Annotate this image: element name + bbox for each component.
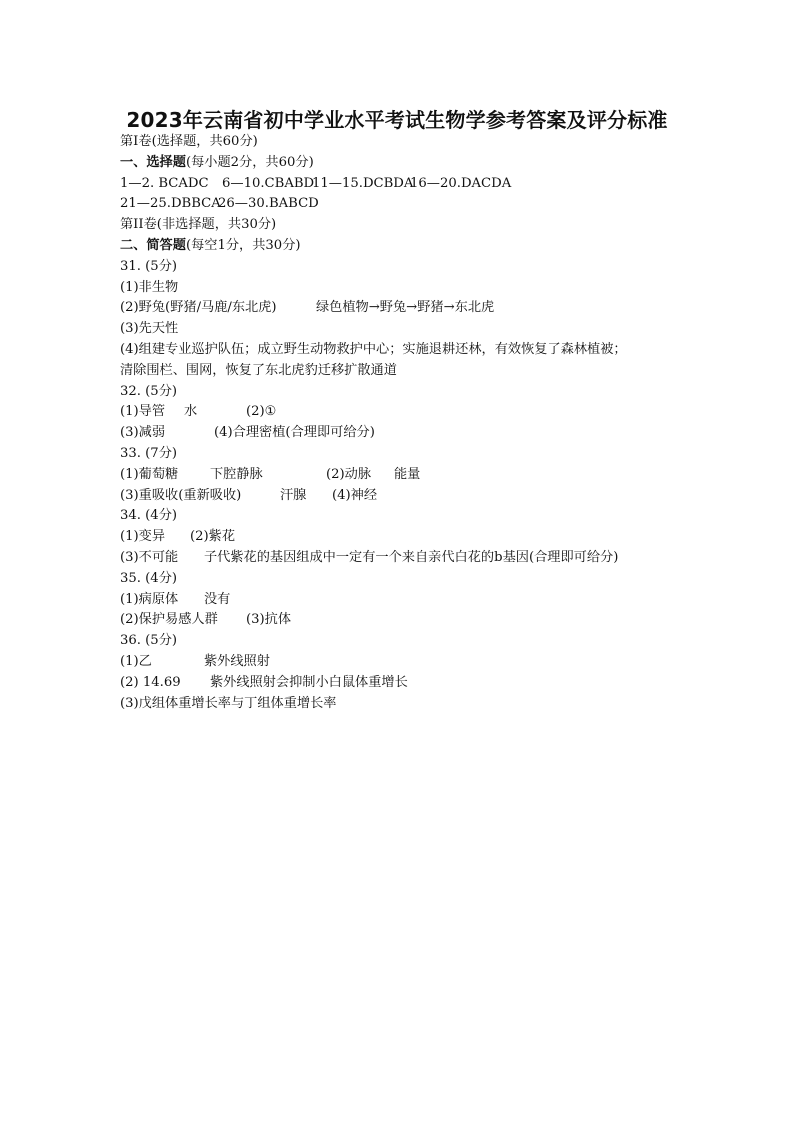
page-title: 2023年云南省初中学业水平考试生物学参考答案及评分标准 bbox=[126, 108, 668, 132]
q33-answer-row-2 bbox=[120, 486, 680, 507]
q31-answer-2b: 绿色植物→野兔→野猪→东北虎 bbox=[316, 300, 495, 316]
answers-6-10: 6—10.CBABD bbox=[222, 175, 315, 191]
q34-answer-3a: (3)不可能 bbox=[120, 549, 179, 565]
q34-answer-row-1 bbox=[120, 527, 680, 548]
q36-answer-3: (3)戊组体重增长率与丁组体重增长率 bbox=[120, 695, 337, 711]
q31-answer-4: (4)组建专业巡护队伍；成立野生动物救护中心；实施退耕还林，有效恢复了森林植被； bbox=[120, 341, 627, 357]
section1-note: (每小题2分，共60分) bbox=[185, 154, 314, 170]
q34-answer-1: (1)变异 bbox=[120, 529, 166, 545]
section2-note: (每空1分，共30分) bbox=[185, 237, 301, 253]
q35-answer-2: (2)保护易感人群 bbox=[120, 612, 218, 628]
part1-heading: 第I卷(选择题，共60分) bbox=[120, 134, 258, 149]
q31-answer-3: (3)先天性 bbox=[120, 321, 179, 337]
section1-heading bbox=[120, 153, 680, 174]
q34-heading: 34. (4分) bbox=[120, 508, 178, 524]
q33-answer-row-1 bbox=[120, 465, 680, 486]
q31-answer-2 bbox=[120, 298, 680, 319]
q33-answer-3a: (3)重吸收(重新吸收) bbox=[120, 487, 242, 503]
q36-answer-row-1 bbox=[120, 652, 680, 673]
q33-answer-3b: 汗腺 bbox=[280, 487, 307, 503]
q33-answer-1b: 下腔静脉 bbox=[210, 466, 263, 482]
q35-answer-1b: 没有 bbox=[204, 591, 231, 607]
answers-16-20: 16—20.DACDA bbox=[410, 175, 512, 191]
answers-row-1 bbox=[120, 174, 680, 195]
q34-answer-row-2 bbox=[120, 548, 680, 569]
answers-1-5: 1—2. BCADC bbox=[120, 175, 209, 191]
part2-heading: 第II卷(非选择题，共30分) bbox=[120, 217, 277, 233]
q36-answer-1a: (1)乙 bbox=[120, 653, 152, 669]
q32-answer-row-2 bbox=[120, 423, 680, 444]
section2-heading bbox=[120, 236, 680, 257]
q35-answer-1a: (1)病原体 bbox=[120, 591, 179, 607]
q35-heading: 35. (4分) bbox=[120, 570, 178, 586]
answers-21-25: 21—25.DBBCA bbox=[120, 196, 221, 212]
answer-content bbox=[120, 132, 680, 714]
q32-answer-4: (4)合理密植(合理即可给分) bbox=[214, 425, 375, 441]
q35-answer-row-1 bbox=[120, 590, 680, 611]
section2-title: 二、简答题 bbox=[120, 237, 186, 253]
q36-answer-2a: (2) 14.69 bbox=[120, 674, 181, 690]
q33-answer-4: (4)神经 bbox=[332, 487, 378, 503]
q33-answer-1a: (1)葡萄糖 bbox=[120, 466, 179, 482]
q32-answer-2: (2)① bbox=[246, 404, 277, 420]
answers-row-2 bbox=[120, 194, 680, 215]
answers-11-15: 11—15.DCBDA bbox=[312, 175, 414, 191]
q36-answer-2b: 紫外线照射会抑制小白鼠体重增长 bbox=[210, 674, 408, 690]
q36-heading: 36. (5分) bbox=[120, 633, 178, 649]
section1-title: 一、选择题 bbox=[120, 154, 186, 170]
q33-answer-2a: (2)动脉 bbox=[326, 466, 372, 482]
q32-answer-3: (3)减弱 bbox=[120, 425, 166, 441]
q31-answer-1: (1)非生物 bbox=[120, 279, 179, 295]
q34-answer-3b: 子代紫花的基因组成中一定有一个来自亲代白花的b基因(合理即可给分) bbox=[204, 549, 619, 565]
q31-answer-2a: (2)野兔(野猪/马鹿/东北虎) bbox=[120, 300, 277, 316]
q34-answer-2: (2)紫花 bbox=[190, 529, 236, 545]
q31-answer-4-cont: 清除围栏、围网，恢复了东北虎豹迁移扩散通道 bbox=[120, 362, 397, 378]
q31-heading: 31. (5分) bbox=[120, 258, 178, 274]
q32-answer-1 bbox=[120, 402, 680, 423]
q32-answer-1a: (1)导管 bbox=[120, 404, 166, 420]
q36-answer-1b: 紫外线照射 bbox=[204, 653, 270, 669]
q33-heading: 33. (7分) bbox=[120, 445, 178, 461]
q32-heading: 32. (5分) bbox=[120, 383, 178, 399]
q36-answer-row-2 bbox=[120, 673, 680, 694]
q35-answer-3: (3)抗体 bbox=[246, 612, 292, 628]
q33-answer-2b: 能量 bbox=[394, 466, 421, 482]
q35-answer-row-2 bbox=[120, 610, 680, 631]
answers-26-30: 26—30.BABCD bbox=[218, 196, 319, 212]
q32-answer-1b: 水 bbox=[184, 404, 198, 420]
